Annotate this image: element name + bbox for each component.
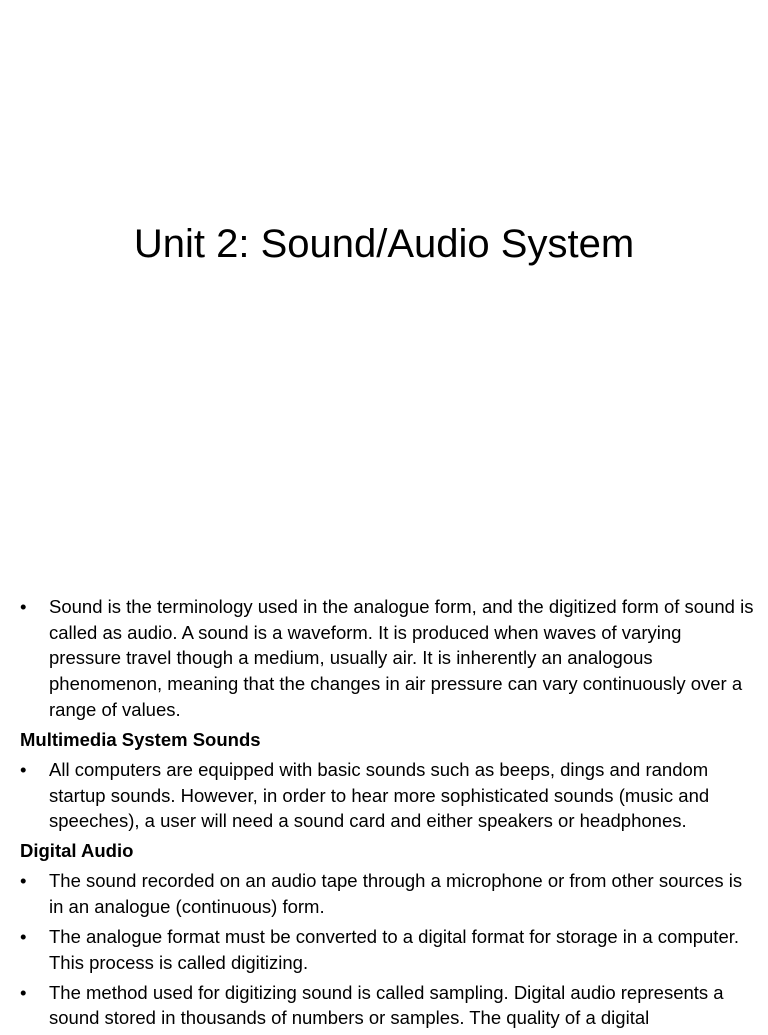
bullet-item-digitizing xyxy=(20,924,756,975)
section-heading-digital-audio: Digital Audio xyxy=(20,840,134,862)
section-heading-multimedia-sounds: Multimedia System Sounds xyxy=(20,728,261,750)
bullet-marker: • xyxy=(20,981,27,1003)
slide-title: Unit 2: Sound/Audio System xyxy=(133,222,635,266)
slide-body xyxy=(20,594,756,1035)
bullet-marker: • xyxy=(20,925,27,947)
bullet-item-intro xyxy=(20,594,756,723)
bullet-text: All computers are equipped with basic sounds such as beeps, dings and random startup sounds. However, in order to hear more sophisticated sounds (music and speeches), a user will need a sound card and either speakers or headphones. xyxy=(49,758,710,832)
bullet-marker: • xyxy=(20,758,27,780)
bullet-text: Sound is the terminology used in the analogue form, and the digitized form of sound is called as audio. A sound is a waveform. It is produced when waves of varying pressure travel though a medium, usually air. It is inherently an analogous phenomenon, meaning that the changes in air pressure can vary continuously over a range of values. xyxy=(49,596,754,720)
bullet-item-analogue-form xyxy=(20,868,756,919)
bullet-marker: • xyxy=(20,596,27,617)
bullet-text: The method used for digitizing sound is called sampling. Digital audio represents a sound stored in thousands of numbers or samples. The quality of a digital xyxy=(49,981,724,1029)
bullet-item-sampling xyxy=(20,980,756,1031)
bullet-text: The analogue format must be converted to a digital format for storage in a computer. This process is called digitizing. xyxy=(49,925,740,973)
bullet-text: The sound recorded on an audio tape through a microphone or from other sources is in an analogue (continuous) form. xyxy=(49,870,743,917)
bullet-marker: • xyxy=(20,870,27,892)
bullet-item-computer-sounds xyxy=(20,757,756,834)
